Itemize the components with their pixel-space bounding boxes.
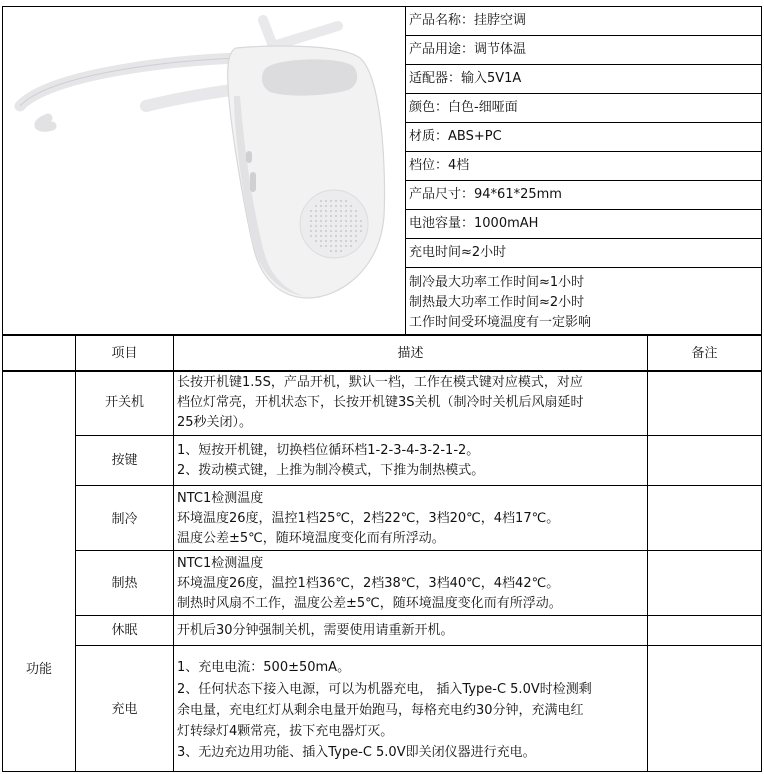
grid-line (75, 550, 762, 551)
spec-adapter: 适配器：输入5V1A (409, 71, 522, 86)
grid-line (2, 334, 762, 336)
spec-use: 产品用途：调节体温 (409, 42, 527, 57)
item-power: 开关机 (104, 395, 144, 410)
desc-line: 开机后30分钟强制关机，需要使用请重新开机。 (177, 623, 454, 638)
desc-line: 制热时风扇不工作，温度公差±5℃，随环境温度变化而有所浮动。 (177, 596, 562, 611)
desc-line: 温度公差±5℃，随环境温度变化而有所浮动。 (177, 531, 445, 546)
desc-line: 灯转绿灯4颗常亮，拔下充电器灯灭。 (177, 724, 394, 739)
item-heating: 制热 (111, 576, 138, 591)
grid-line (405, 122, 762, 123)
grid-line (405, 64, 762, 65)
grid-line (75, 485, 762, 486)
grid-line (75, 645, 762, 646)
spec-material: 材质：ABS+PC (409, 129, 502, 144)
spec-gears: 档位：4档 (409, 158, 470, 173)
runtime-note-env: 工作时间受环境温度有一定影响 (409, 315, 592, 330)
header-item: 项目 (111, 346, 138, 361)
grid-line (2, 6, 3, 772)
spec-charge-time: 充电时间≈2小时 (409, 245, 507, 260)
grid-line (75, 435, 762, 436)
item-keys: 按键 (111, 453, 138, 468)
grid-line (647, 335, 648, 772)
spec-battery: 电池容量：1000mAH (409, 216, 539, 231)
spec-name: 产品名称：挂脖空调 (409, 13, 527, 28)
grid-line (405, 238, 762, 239)
grid-line (761, 6, 762, 772)
spec-size: 产品尺寸：94*61*25mm (409, 187, 562, 202)
desc-line: 2、拨动模式键，上推为制冷模式，下推为制热模式。 (177, 463, 485, 478)
product-image (8, 6, 404, 330)
grid-line (2, 370, 762, 372)
grid-line (405, 209, 762, 210)
desc-line: 1、短按开机键，切换档位循环档1-2-3-4-3-2-1-2。 (177, 443, 480, 458)
desc-line: 档位灯常亮，开机状态下，长按开机键3S关机（制冷时关机后风扇延时 (177, 395, 584, 410)
desc-line: 长按开机键1.5S，产品开机，默认一档，工作在模式键对应模式，对应 (177, 375, 583, 390)
grid-line (405, 93, 762, 94)
item-cooling: 制冷 (111, 512, 138, 527)
runtime-note-cooling: 制冷最大功率工作时间≈1小时 (409, 275, 585, 290)
grid-line (405, 267, 762, 268)
grid-line (405, 180, 762, 181)
grid-line (405, 35, 762, 36)
runtime-note-heating: 制热最大功率工作时间≈2小时 (409, 295, 585, 310)
desc-line: 3、无边充边用功能、插入Type-C 5.0V即关闭仪器进行充电。 (177, 745, 536, 760)
grid-line (75, 335, 76, 772)
item-sleep: 休眠 (111, 623, 138, 638)
desc-line: NTC1检测温度 (177, 491, 264, 506)
desc-line: 余电量，充电红灯从剩余电量开始跑马，每格充电约30分钟，充满电红 (177, 703, 584, 718)
grid-line (75, 615, 762, 616)
category-function: 功能 (25, 662, 52, 677)
item-charging: 充电 (111, 702, 138, 717)
desc-line: NTC1检测温度 (177, 556, 264, 571)
grid-line (405, 151, 762, 152)
grid-line (2, 6, 762, 7)
desc-line: 2、任何状态下接入电源，可以为机器充电， 插入Type-C 5.0V时检测剩 (177, 682, 592, 697)
grid-line (173, 335, 174, 772)
header-note: 备注 (691, 346, 718, 361)
desc-line: 环境温度26度，温控1档36℃，2档38℃，3档40℃，4档42℃。 (177, 576, 560, 591)
grid-line (2, 771, 762, 772)
grid-line (405, 6, 406, 335)
spec-color: 颜色：白色-细哑面 (409, 100, 518, 115)
header-description: 描述 (397, 346, 424, 361)
desc-line: 1、充电电流：500±50mA。 (177, 660, 351, 675)
desc-line: 环境温度26度，温控1档25℃，2档22℃，3档20℃，4档17℃。 (177, 511, 560, 526)
desc-line: 25秒关闭）。 (177, 415, 253, 430)
